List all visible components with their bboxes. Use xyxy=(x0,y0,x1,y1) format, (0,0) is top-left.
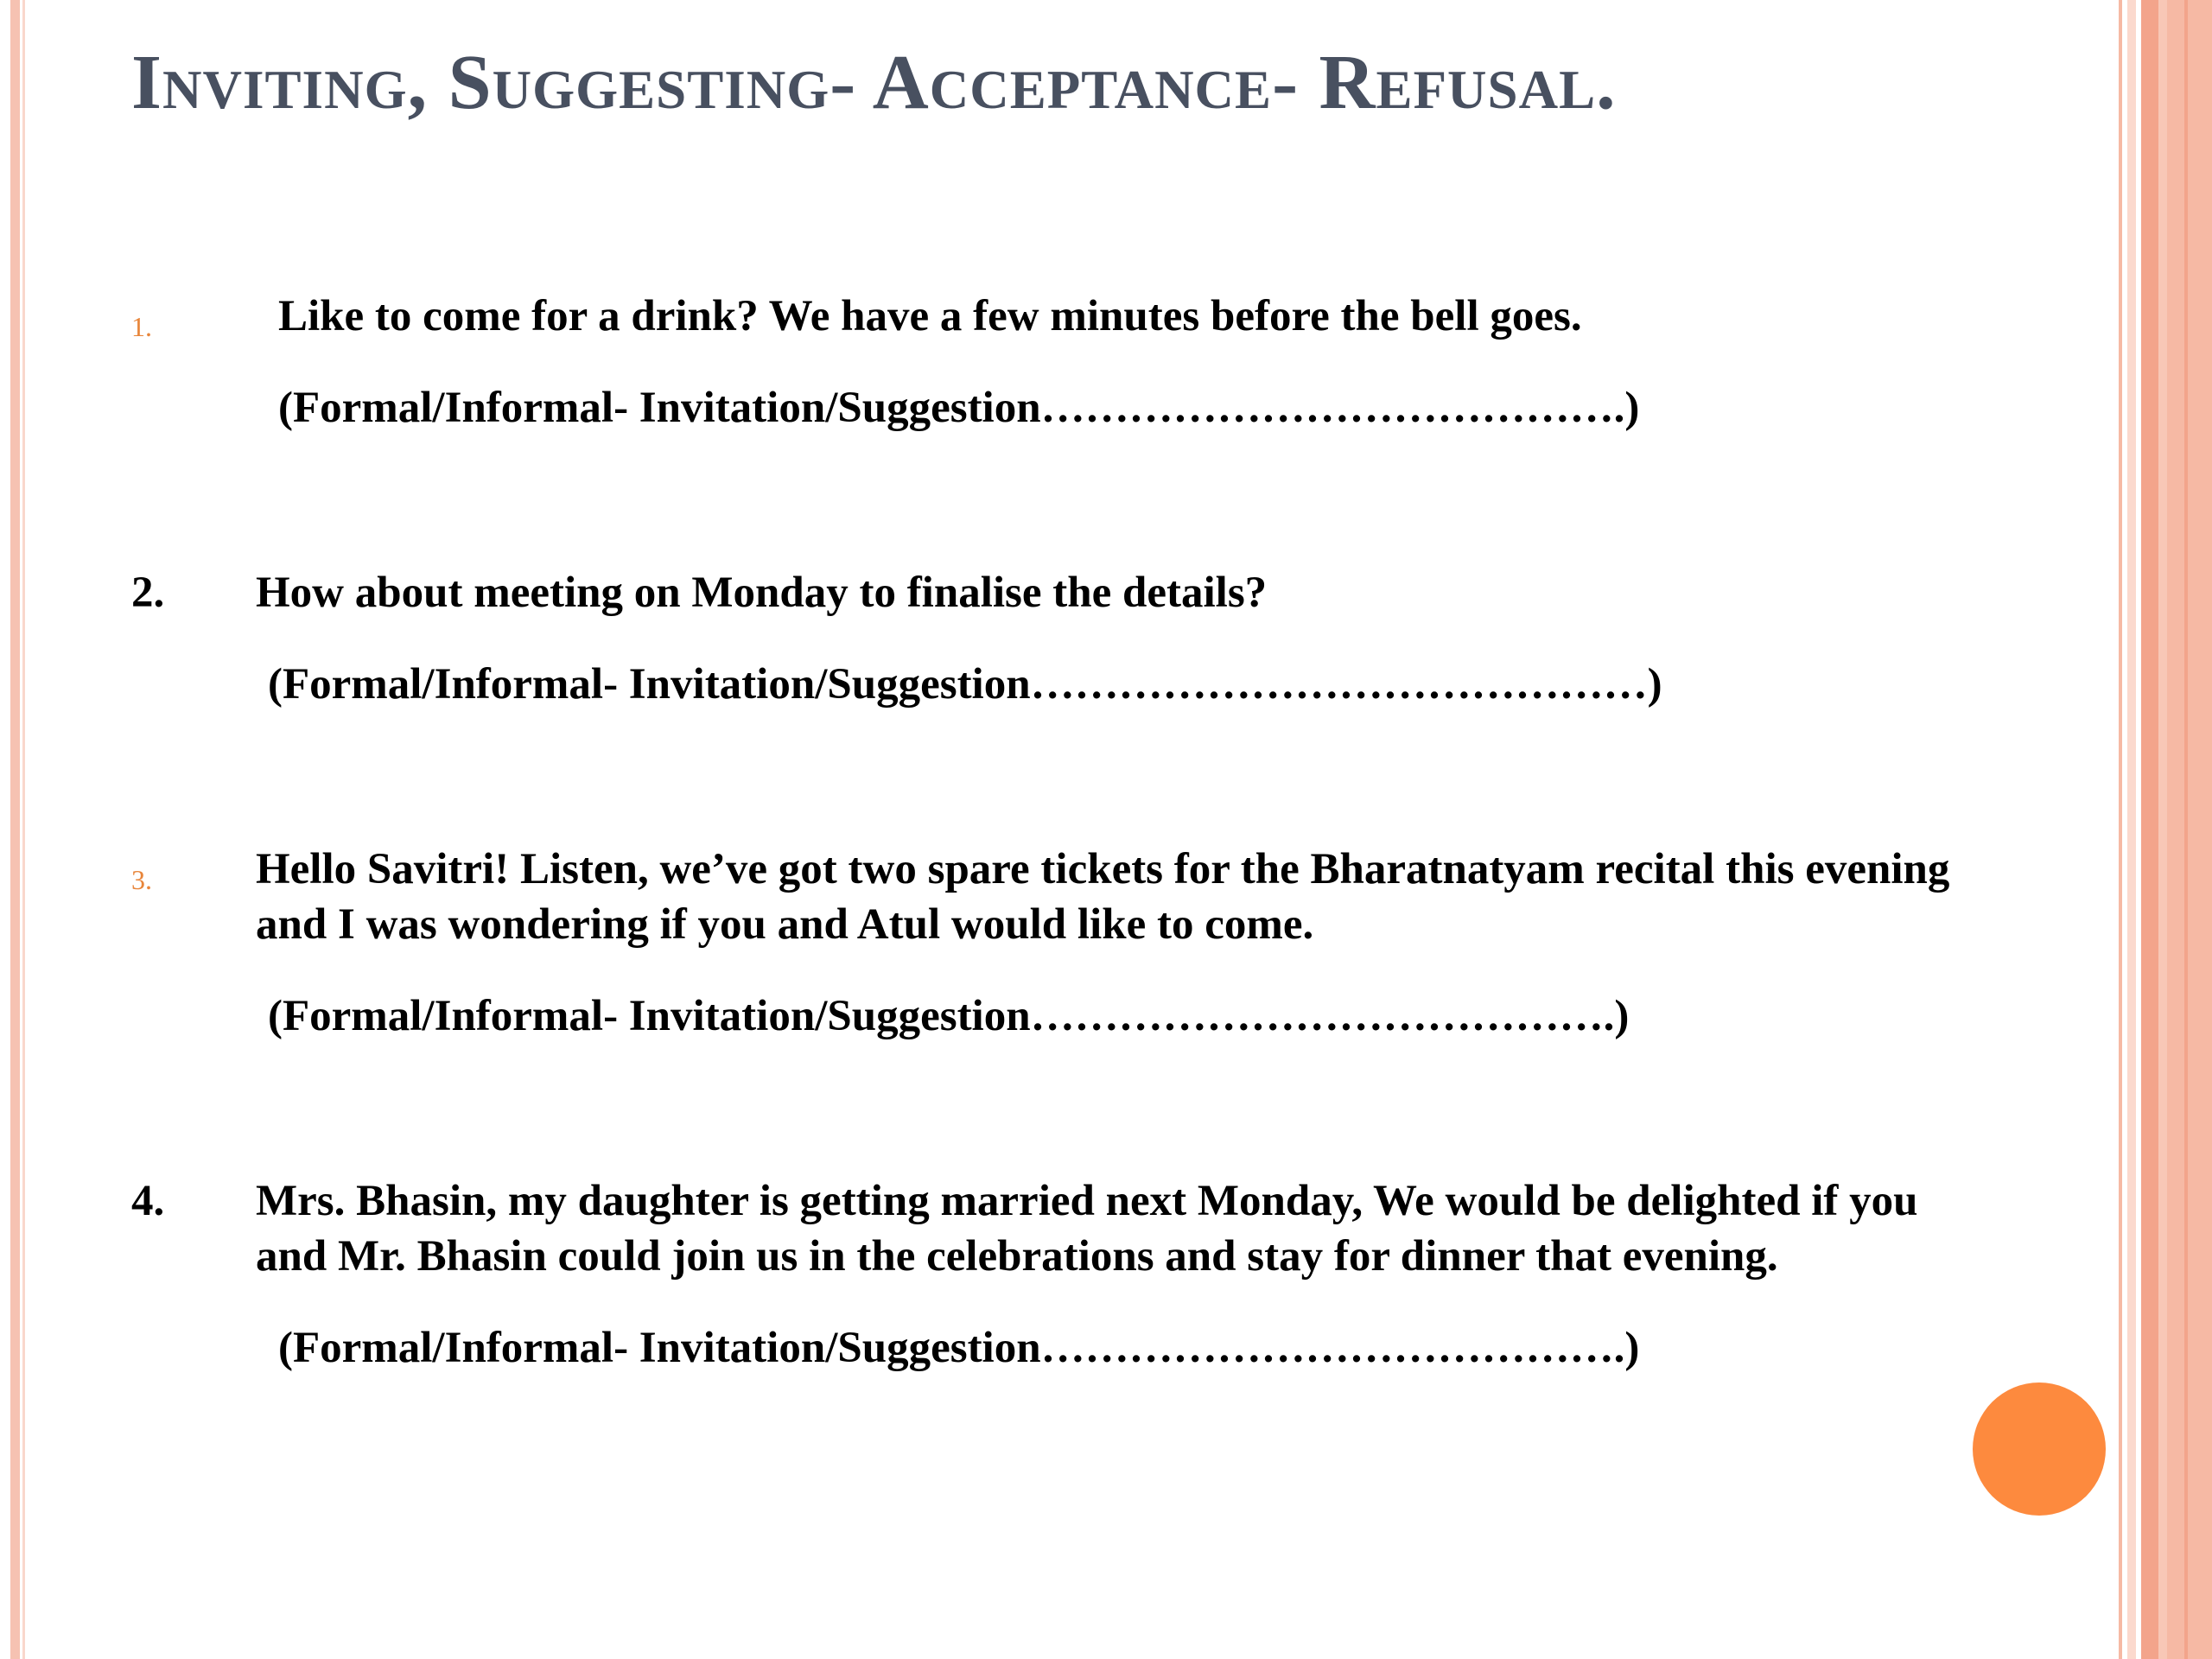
item-sentence-line: Hello Savitri! Listen, we’ve got two spare tickets for the Bharatnatyam recital this evening xyxy=(256,845,1950,893)
right-stripe-decoration xyxy=(2167,0,2212,1659)
item-sentence: How about meeting on Monday to finalise the details? xyxy=(256,569,1268,617)
item-prompt: (Formal/Informal- Invitation/Suggestion………………………………….) xyxy=(278,384,1640,432)
item-prompt: (Formal/Informal- Invitation/Suggestion……………………………………) xyxy=(268,660,1662,709)
item-prompt: (Formal/Informal- Invitation/Suggestion………………………………….) xyxy=(268,992,1630,1040)
item-number: 2. xyxy=(131,569,165,617)
right-stripe-decoration xyxy=(2119,0,2122,1659)
item-sentence-line: and I was wondering if you and Atul would like to come. xyxy=(256,900,1314,949)
slide-title: Inviting, Suggesting- Acceptance- Refusal. xyxy=(131,40,1617,125)
item-number: 1. xyxy=(131,311,152,342)
item-prompt: (Formal/Informal- Invitation/Suggestion………………………………….) xyxy=(278,1324,1640,1372)
right-stripe-decoration xyxy=(2141,0,2158,1659)
left-border-line xyxy=(22,0,25,1659)
right-stripe-decoration xyxy=(2184,0,2188,1659)
item-number: 3. xyxy=(131,864,152,895)
item-sentence: Like to come for a drink? We have a few minutes before the bell goes. xyxy=(278,292,1582,340)
item-sentence-line: Mrs. Bhasin, my daughter is getting married next Monday, We would be delighted if you xyxy=(256,1177,1918,1225)
right-stripe-decoration xyxy=(2127,0,2136,1659)
right-stripe-decoration xyxy=(2158,0,2167,1659)
left-border-decoration xyxy=(10,0,20,1659)
decorative-circle xyxy=(1973,1382,2106,1516)
item-number: 4. xyxy=(131,1177,165,1225)
item-sentence-line: and Mr. Bhasin could join us in the celebrations and stay for dinner that evening. xyxy=(256,1232,1778,1281)
